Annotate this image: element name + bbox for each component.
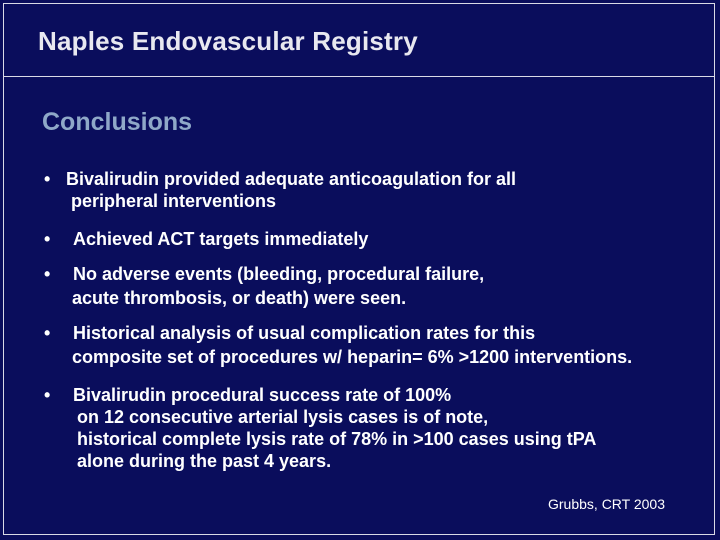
- bullet-line: Bivalirudin procedural success rate of 100%: [73, 385, 452, 405]
- bullet-line: historical complete lysis rate of 78% in >100 cases using tPA: [77, 429, 597, 449]
- bullet-line: Bivalirudin provided adequate anticoagulation for all: [66, 169, 517, 189]
- bullet-marker: •: [44, 264, 51, 284]
- bullet-line: peripheral interventions: [71, 191, 277, 211]
- slide-title: Naples Endovascular Registry: [38, 26, 418, 56]
- bullet-marker: •: [44, 323, 51, 343]
- citation-footer: Grubbs, CRT 2003: [548, 496, 665, 512]
- bullet-line: composite set of procedures w/ heparin= 6% >1200 interventions.: [72, 347, 633, 367]
- bullet-line: Historical analysis of usual complication rates for this: [73, 323, 536, 343]
- bullet-line: acute thrombosis, or death) were seen.: [72, 288, 407, 308]
- bullet-line: No adverse events (bleeding, procedural failure,: [73, 264, 485, 284]
- section-heading: Conclusions: [42, 108, 193, 136]
- bullet-line: alone during the past 4 years.: [77, 451, 332, 471]
- bullet-line: on 12 consecutive arterial lysis cases is of note,: [77, 407, 489, 427]
- bullet-marker: •: [44, 229, 51, 249]
- bullet-line: Achieved ACT targets immediately: [73, 229, 369, 249]
- bullet-marker: •: [44, 385, 51, 405]
- bullet-marker: •: [44, 169, 51, 189]
